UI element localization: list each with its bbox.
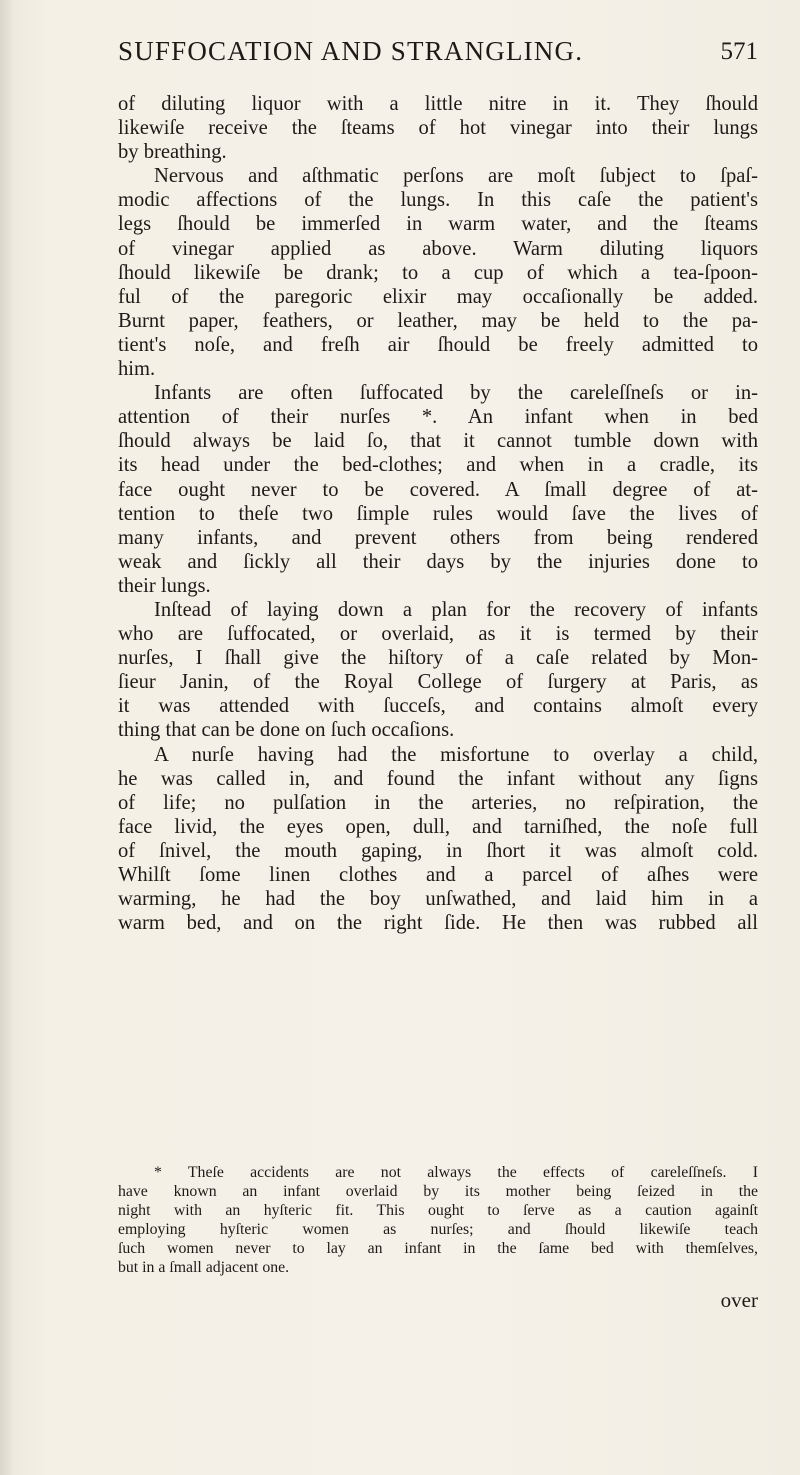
text-line: he was called in, and found the infant without any ſigns bbox=[118, 767, 758, 790]
text-line: tention to theſe two ſimple rules would ſave the lives of bbox=[118, 502, 758, 525]
footnote-line: ſuch women never to lay an infant in the ſame bed with themſelves, bbox=[118, 1240, 758, 1257]
catchword: over bbox=[720, 1288, 758, 1312]
text-line: Infants are often ſuffocated by the careleſſneſs or in- bbox=[154, 382, 758, 405]
text-line: thing that can be done on ſuch occaſions. bbox=[118, 719, 455, 742]
paragraph-4 bbox=[118, 598, 758, 743]
text-line: warming, he had the boy unſwathed, and laid him in a bbox=[118, 888, 758, 911]
footnote-line: night with an hyſteric fit. This ought to ſerve as a caution againſt bbox=[118, 1202, 758, 1219]
gutter-shadow bbox=[0, 0, 14, 1475]
footnote bbox=[118, 1163, 758, 1277]
running-head: SUFFOCATION AND STRANGLING. bbox=[118, 36, 584, 66]
text-line: likewiſe receive the ſteams of hot vinegar into their lungs bbox=[118, 117, 758, 140]
text-line: its head under the bed-clothes; and when in a cradle, its bbox=[118, 454, 758, 477]
text-line: by breathing. bbox=[118, 141, 227, 164]
text-line: it was attended with ſucceſs, and contains almoſt every bbox=[118, 695, 758, 718]
text-line: attention of their nurſes *. An infant when in bed bbox=[118, 406, 758, 429]
text-line: face ought never to be covered. A ſmall degree of at- bbox=[118, 478, 758, 501]
text-line: their lungs. bbox=[118, 574, 211, 597]
text-line: weak and ſickly all their days by the injuries done to bbox=[118, 550, 758, 573]
text-line: of diluting liquor with a little nitre in it. They ſhould bbox=[118, 93, 758, 115]
page-number: 571 bbox=[720, 38, 758, 65]
text-line: Burnt paper, feathers, or leather, may be held to the pa- bbox=[118, 309, 758, 332]
footnote-line: employing hyſteric women as nurſes; and ſhould likewiſe teach bbox=[118, 1221, 758, 1238]
footnote-line: but in a ſmall adjacent one. bbox=[118, 1259, 290, 1276]
text-line: face livid, the eyes open, dull, and tarniſhed, the noſe full bbox=[118, 815, 758, 838]
text-line: modic affections of the lungs. In this caſe the patient's bbox=[118, 189, 758, 212]
text-line: of vinegar applied as above. Warm diluting liquors bbox=[118, 237, 758, 260]
text-line: ful of the paregoric elixir may occaſionally be added. bbox=[118, 285, 758, 308]
text-line: Nervous and aſthmatic perſons are moſt ſubject to ſpaſ- bbox=[154, 165, 758, 188]
text-line: tient's noſe, and freſh air ſhould be freely admitted to bbox=[118, 333, 758, 356]
page-header bbox=[118, 36, 758, 84]
text-line: legs ſhould be immerſed in warm water, and the ſteams bbox=[118, 213, 758, 236]
paragraph-3 bbox=[118, 381, 758, 598]
text-line: ſhould always be laid ſo, that it cannot tumble down with bbox=[118, 430, 758, 453]
text-line: of ſnivel, the mouth gaping, in ſhort it was almoſt cold. bbox=[118, 839, 758, 862]
body-text bbox=[118, 92, 758, 935]
text-line: of life; no pulſation in the arteries, no reſpiration, the bbox=[118, 791, 758, 814]
text-line: Whilſt ſome linen clothes and a parcel of aſhes were bbox=[118, 864, 758, 886]
text-line: nurſes, I ſhall give the hiſtory of a caſe related by Mon- bbox=[118, 647, 758, 670]
text-line: warm bed, and on the right ſide. He then was rubbed all bbox=[118, 912, 758, 935]
paragraph-2 bbox=[118, 164, 758, 381]
text-line: ſieur Janin, of the Royal College of ſurgery at Paris, as bbox=[118, 671, 758, 694]
text-line: who are ſuffocated, or overlaid, as it is termed by their bbox=[118, 623, 758, 646]
text-line: Inſtead of laying down a plan for the recovery of infants bbox=[154, 598, 758, 621]
text-line: him. bbox=[118, 358, 156, 381]
paragraph-5 bbox=[118, 743, 758, 936]
text-line: ſhould likewiſe be drank; to a cup of which a tea-ſpoon- bbox=[118, 261, 758, 284]
text-line: A nurſe having had the misfortune to overlay a child, bbox=[154, 743, 758, 766]
paragraph-1 bbox=[118, 92, 758, 164]
footnote-line: * Theſe accidents are not always the effects of careleſſneſs. I bbox=[154, 1164, 758, 1181]
footnote-line: have known an infant overlaid by its mother being ſeized in the bbox=[118, 1183, 758, 1200]
text-line: many infants, and prevent others from being rendered bbox=[118, 526, 758, 549]
